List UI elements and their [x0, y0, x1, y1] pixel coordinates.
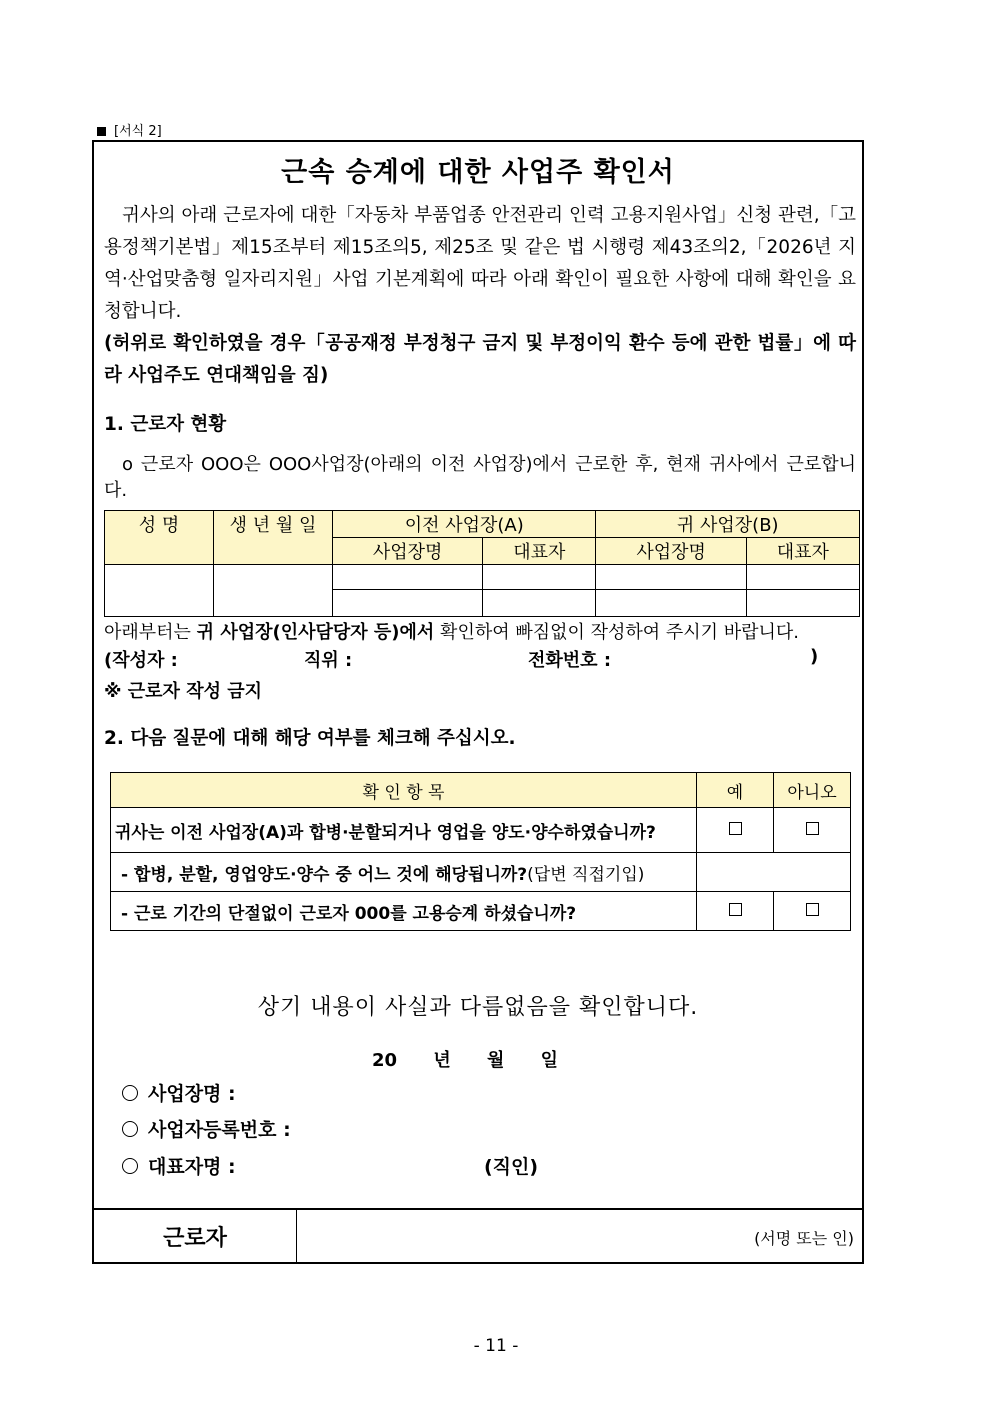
cell-prev-biz-name[interactable] — [333, 590, 483, 617]
header-curr-rep: 대표자 — [746, 538, 859, 565]
circle-bullet-icon — [122, 1158, 138, 1174]
info-biz-name: 사업장명 : — [122, 1079, 236, 1106]
info-reg-number: 사업자등록번호 : — [122, 1115, 291, 1142]
worker-sign-row — [94, 1208, 862, 1262]
section1-heading: 1. 근로자 현황 — [104, 414, 227, 435]
writer-line: (작성자 : 직위 : 전화번호 : ) — [104, 646, 819, 671]
cell-curr-biz-name-blank — [596, 565, 746, 590]
writer-position-label: 직위 : — [304, 650, 353, 671]
q1-no-checkbox[interactable] — [806, 822, 819, 835]
writer-author-label: (작성자 : — [104, 650, 178, 671]
info-rep-name: 대표자명 : — [122, 1152, 236, 1179]
cell-prev-rep[interactable] — [483, 590, 596, 617]
cell-curr-biz-name[interactable] — [596, 590, 746, 617]
cell-curr-rep-blank — [746, 565, 859, 590]
square-bullet-icon — [97, 127, 106, 136]
q2-answer-field[interactable] — [697, 853, 851, 892]
q3-yes-cell[interactable] — [697, 892, 774, 931]
header-curr-workplace: 귀 사업장(B) — [596, 511, 860, 538]
page-number: - 11 - — [473, 1336, 519, 1356]
date-line: 20 년 월 일 — [372, 1050, 559, 1071]
q3-no-cell[interactable] — [774, 892, 851, 931]
warning-paragraph: (허위로 확인하였을 경우「공공재정 부정청구 금지 및 부정이익 환수 등에 관한 법률」에 따라 사업주도 연대책임을 짐) — [104, 333, 856, 386]
document-title: 근속 승계에 대한 사업주 확인서 — [281, 157, 675, 188]
q3-yes-checkbox[interactable] — [729, 903, 742, 916]
writer-prohibit: ※ 근로자 작성 금지 — [104, 681, 263, 702]
circle-bullet-icon — [122, 1121, 138, 1137]
cell-birth[interactable] — [214, 565, 333, 617]
q1-yes-checkbox[interactable] — [729, 822, 742, 835]
header-name: 성 명 — [105, 511, 214, 565]
form-label-text: [서식 2] — [114, 124, 162, 139]
question-2: - 합병, 분할, 영업양도·양수 중 어느 것에 해당됩니까?(답변 직접기입) — [111, 853, 697, 892]
header-check-item: 확 인 항 목 — [111, 773, 697, 808]
worker-label: 근로자 — [94, 1210, 297, 1262]
form-frame — [92, 140, 864, 1264]
question-1: 귀사는 이전 사업장(A)과 합병·분할되거나 영업을 양도·양수하였습니까? — [111, 808, 697, 853]
worker-status-table — [104, 510, 860, 617]
header-no: 아니오 — [774, 773, 851, 808]
seal-label: (직인) — [484, 1156, 539, 1178]
circle-bullet-icon — [122, 1085, 138, 1101]
cell-prev-rep-blank — [483, 565, 596, 590]
q1-yes-cell[interactable] — [697, 808, 774, 853]
header-prev-workplace: 이전 사업장(A) — [333, 511, 596, 538]
cell-curr-rep[interactable] — [746, 590, 859, 617]
cell-name[interactable] — [105, 565, 214, 617]
section2-heading: 2. 다음 질문에 대해 해당 여부를 체크해 주십시오. — [104, 728, 516, 749]
form-label — [97, 120, 162, 139]
question-3: - 근로 기간의 단절없이 근로자 000를 고용승계 하셨습니까? — [111, 892, 697, 931]
cell-prev-biz-name-blank — [333, 565, 483, 590]
header-prev-rep: 대표자 — [483, 538, 596, 565]
writer-phone-label: 전화번호 : — [528, 650, 612, 671]
writer-note: 아래부터는 귀 사업장(인사담당자 등)에서 확인하여 빠짐없이 작성하여 주시기 바랍니다. — [104, 622, 800, 643]
q1-no-cell[interactable] — [774, 808, 851, 853]
worker-signature-field[interactable]: (서명 또는 인) — [754, 1229, 854, 1248]
intro-paragraph — [104, 200, 856, 328]
header-curr-biz-name: 사업장명 — [596, 538, 746, 565]
header-prev-biz-name: 사업장명 — [333, 538, 483, 565]
section1-text: o 근로자 OOO은 OOO사업장(아래의 이전 사업장)에서 근로한 후, 현재 귀사에서 근로합니다. — [104, 454, 856, 501]
confirm-statement: 상기 내용이 사실과 다름없음을 확인합니다. — [257, 995, 699, 1020]
q3-no-checkbox[interactable] — [806, 903, 819, 916]
question-table — [110, 772, 851, 931]
header-birth: 생 년 월 일 — [214, 511, 333, 565]
intro-text: 귀사의 아래 근로자에 대한「자동차 부품업종 안전관리 인력 고용지원사업」신청 관련,「고용정책기본법」제15조부터 제15조의5, 제25조 및 같은 법 시행령 제43조의2,「2026년 지역·산업맞춤형 일자리지원」사업 기본계획에 따라 아래 확인이 필요한 사항에 대해 확인을 요청합니다. — [104, 205, 856, 322]
header-yes: 예 — [697, 773, 774, 808]
